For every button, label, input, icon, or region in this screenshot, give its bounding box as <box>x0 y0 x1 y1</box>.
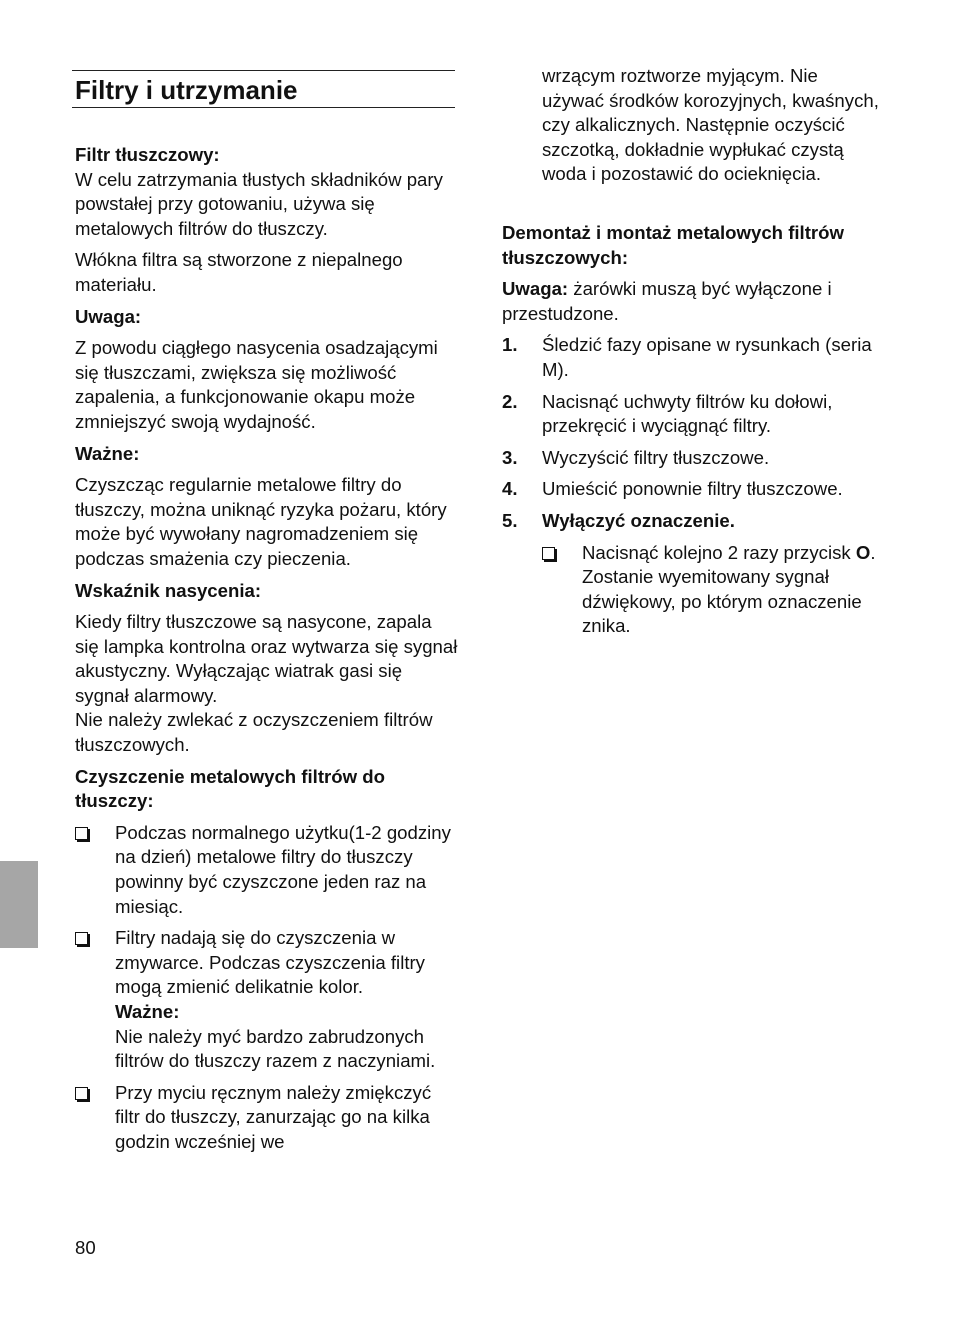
saturation-text-1: Kiedy filtry tłuszczowe są nasycone, zapala się lampka kontrolna oraz wytwarza się sygnał akustyczny. Wyłączając wiatrak gasi się sygnał alarmowy. <box>75 611 458 706</box>
step-text: Wyczyścić filtry tłuszczowe. <box>542 446 770 468</box>
checkbox-icon <box>75 1087 88 1100</box>
filter-heading: Filtr tłuszczowy: <box>75 144 220 165</box>
cleaning-heading: Czyszczenie metalowych filtrów do tłuszczy: <box>75 765 385 812</box>
step-sub-before: Nacisnąć kolejno 2 razy przycisk <box>582 541 856 563</box>
step-item <box>502 477 882 502</box>
removal-note-text: żarówki muszą być wyłączone i przestudzone. <box>502 278 832 324</box>
important-heading: Ważne: <box>75 442 140 464</box>
step-number: 2. <box>502 390 518 412</box>
checkbox-icon <box>75 932 88 945</box>
checkbox-icon <box>542 547 555 560</box>
step-item <box>502 333 882 382</box>
step-item <box>502 446 882 471</box>
list-item-text: Przy myciu ręcznym należy zmiękczyć filtr do tłuszczy, zanurzając go na kilka godzin wcześniej we <box>115 1081 432 1152</box>
step-sub-after: . Zostanie wyemitowany sygnał dźwiękowy, po którym oznaczenie znika. <box>582 541 876 637</box>
checkbox-icon <box>75 827 88 840</box>
saturation-text <box>75 610 460 758</box>
list-item-text: Podczas normalnego użytku(1-2 godziny na dzień) metalowe filtry do tłuszczy powinny być czyszczone jeden raz na miesiąc. <box>115 821 451 917</box>
continued-text: wrzącym roztworze myjącym. Nie używać środków korozyjnych, kwaśnych, czy alkalicznych. Następnie oczyścić szczotką, dokładnie wypłukać czystą woda i pozostawić do ocieknięcia. <box>542 65 879 185</box>
step-number: 3. <box>502 446 518 468</box>
important-text: Czyszcząc regularnie metalowe filtry do tłuszczy, można uniknąć ryzyka pożaru, który może być wywołany nagromadzeniem się podczas smażenia czy pieczenia. <box>75 474 447 569</box>
step-text: Śledzić fazy opisane w rysunkach (seria M). <box>542 334 872 380</box>
list-item-subheading: Ważne: <box>115 1001 180 1022</box>
filter-section <box>75 143 460 241</box>
note-heading: Uwaga: <box>75 305 142 327</box>
fibers-text: Włókna filtra są stworzone z niepalnego materiału. <box>75 249 403 295</box>
step-sub-key: O <box>855 541 871 563</box>
filter-text: W celu zatrzymania tłustych składników pary powstałej przy gotowaniu, używa się metalowych filtrów do tłuszczy. <box>75 168 443 239</box>
saturation-heading: Wskaźnik nasycenia: <box>75 579 262 601</box>
list-item <box>75 821 460 919</box>
removal-heading: Demontaż i montaż metalowych filtrów tłuszczowych: <box>502 221 844 268</box>
list-item-subtext: Nie należy myć bardzo zabrudzonych filtrów do tłuszczy razem z naczyniami. <box>115 1025 436 1072</box>
list-item-text: Filtry nadają się do czyszczenia w zmywarce. Podczas czyszczenia filtry mogą zmienić delikatnie kolor. <box>115 927 425 998</box>
step-text: Umieścić ponownie filtry tłuszczowe. <box>542 478 843 500</box>
title-rule-box <box>72 70 455 108</box>
step-sub-item <box>542 541 882 639</box>
right-column <box>502 64 882 646</box>
left-column <box>75 143 460 1162</box>
saturation-text-2: Nie należy zwlekać z oczyszczeniem filtrów tłuszczowych. <box>75 709 433 756</box>
list-item <box>75 1081 460 1155</box>
section-tab-marker <box>0 861 38 948</box>
step-text: Wyłączyć oznaczenie. <box>542 509 735 531</box>
page-title: Filtry i utrzymanie <box>75 75 298 105</box>
step-number: 1. <box>502 334 518 356</box>
page-number: 80 <box>75 1237 96 1258</box>
removal-note-label: Uwaga: <box>502 278 569 300</box>
note-text: Z powodu ciągłego nasycenia osadzającymi się tłuszczami, zwiększa się możliwość zapalenia, a funkcjonowanie okapu może zmniejszyć swoją wydajność. <box>75 337 438 432</box>
removal-note <box>502 277 882 326</box>
step-text: Nacisnąć uchwyty filtrów ku dołowi, przekręcić i wyciągnąć filtry. <box>542 390 833 437</box>
list-item <box>75 926 460 1074</box>
step-item <box>502 509 882 534</box>
step-number: 5. <box>502 509 518 531</box>
step-number: 4. <box>502 478 518 500</box>
step-item <box>502 390 882 439</box>
